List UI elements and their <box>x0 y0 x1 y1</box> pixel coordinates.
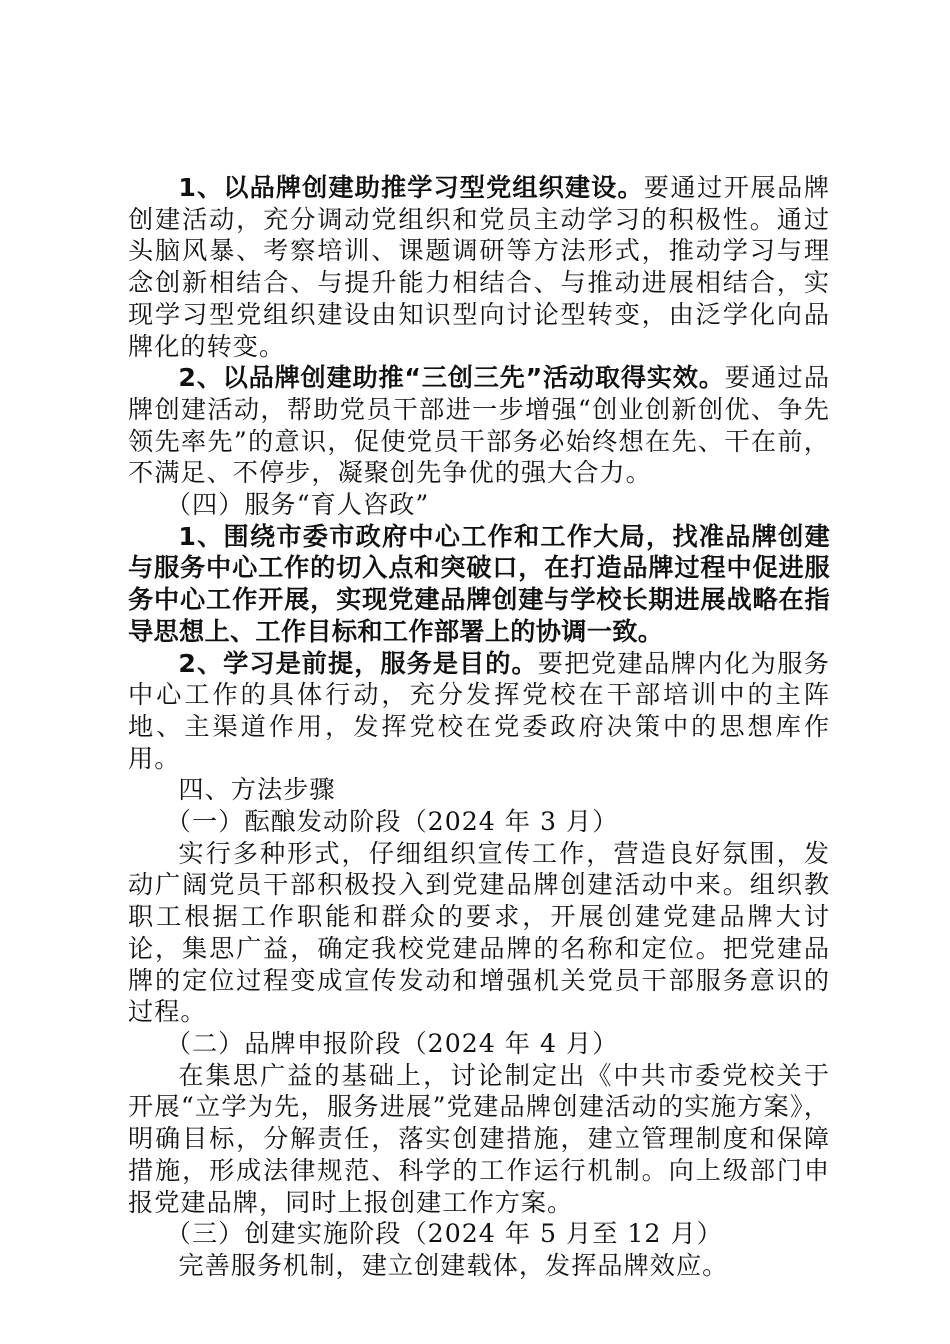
section-heading-service: （四）服务“育人咨政” <box>165 490 430 520</box>
paragraph-mobilization: 实行多种形式，仔细组织宣传工作，营造良好氛围，发动广阔党员干部积极投入到党建品牌创建活动中来。组织教职工根据工作职能和群众的要求，开展创建党建品牌大讨论，集思广益，确定我校党建品牌的名称和定位。把党建品牌的定位过程变成宣传发动和增强机关党员干部服务意识的过程。 <box>128 838 830 1027</box>
paragraph-text: 要把党建品牌内化为服务中心工作的具体行动，充分发挥党校在干部培训中的主阵地、主渠道作用，发挥党校在党委政府决策中的思想库作用。 <box>128 648 830 773</box>
paragraph-implementation: 完善服务机制，建立创建载体，发挥品牌效应。 <box>178 1250 729 1280</box>
paragraph-text: 要通过品牌创建活动，帮助党员干部进一步增强“创业创新创优、争先领先率先”的意识，促使党员干部务必始终想在先、干在前，不满足、不停步，凝聚创先争优的强大合力。 <box>128 363 831 488</box>
paragraph-lead: 2、学习是前提，服务是目的。 <box>178 648 538 678</box>
paragraph-central-work: 1、围绕市委市政府中心工作和工作大局，找准品牌创建与服务中心工作的切入点和突破口，在打造品牌过程中促进服务中心工作开展，实现党建品牌创建与学校长期进展战略在指导思想上、工作目标和工作部署上的协调一致。 <box>128 521 830 646</box>
stage-heading-mobilization: （一）酝酿发动阶段（2024 年 3 月） <box>165 807 619 837</box>
paragraph-lead: 2、以品牌创建助推“三创三先”活动取得实效。 <box>178 363 725 393</box>
document-body <box>128 172 830 1282</box>
paragraph-application: 在集思广益的基础上，讨论制定出《中共市委党校关于开展“立学为先，服务进展”党建品牌创建活动的实施方案》，明确目标，分解责任，落实创建措施，建立管理制度和保障措施，形成法律规范、科学的工作运行机制。向上级部门申报党建品牌，同时上报创建工作方案。 <box>128 1060 830 1217</box>
paragraph-learning-org <box>128 172 830 362</box>
stage-heading-implementation: （三）创建实施阶段（2024 年 5 月至 12 月） <box>165 1219 723 1249</box>
paragraph-learning-service <box>128 648 830 775</box>
paragraph-three-creations <box>128 362 830 489</box>
stage-heading-application: （二）品牌申报阶段（2024 年 4 月） <box>165 1028 619 1058</box>
paragraph-text: 要通过开展品牌创建活动，充分调动党组织和党员主动学习的积极性。通过头脑风暴、考察培训、课题调研等方法形式，推动学习与理念创新相结合、与提升能力相结合、与推动进展相结合，实现学习型党组织建设由知识型向讨论型转变，由泛学化向品牌化的转变。 <box>128 173 831 361</box>
paragraph-lead: 1、以品牌创建助推学习型党组织建设。 <box>178 173 644 202</box>
section-heading-steps: 四、方法步骤 <box>178 775 336 805</box>
